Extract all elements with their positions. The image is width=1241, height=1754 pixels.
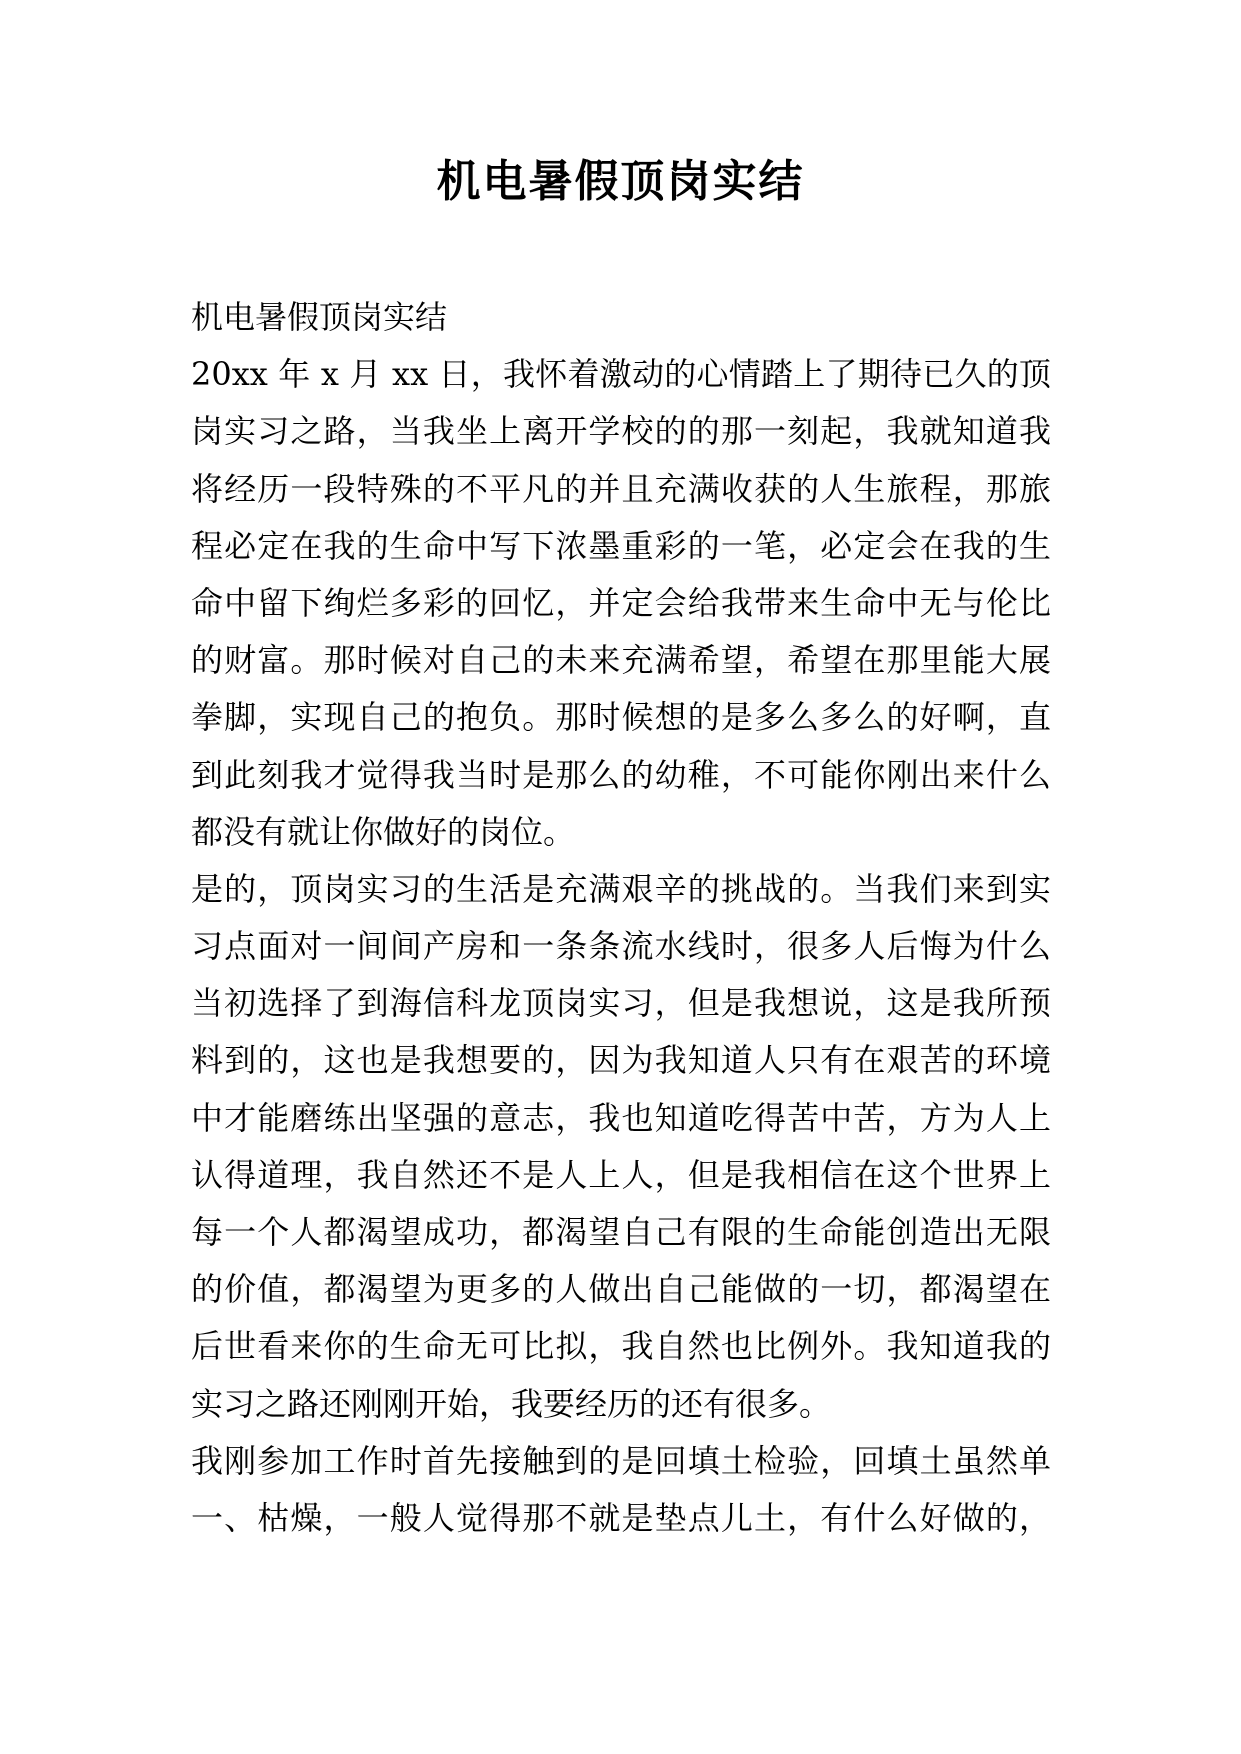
body-line: 当初选择了到海信科龙顶岗实习，但是我想说，这是我所预	[191, 984, 1051, 1023]
body-line: 中才能磨练出坚强的意志，我也知道吃得苦中苦，方为人上	[191, 1098, 1051, 1137]
body-line: 是的，顶岗实习的生活是充满艰辛的挑战的。当我们来到实	[191, 869, 1051, 908]
body-line: 的财富。那时候对自己的未来充满希望，希望在那里能大展	[191, 641, 1051, 680]
document-body	[191, 289, 1051, 1547]
body-line: 拳脚，实现自己的抱负。那时候想的是多么多么的好啊，直	[191, 698, 1051, 737]
body-line: 料到的，这也是我想要的，因为我知道人只有在艰苦的环境	[191, 1041, 1051, 1080]
body-line: 将经历一段特殊的不平凡的并且充满收获的人生旅程，那旅	[191, 469, 1051, 508]
body-line: 习点面对一间间产房和一条条流水线时，很多人后悔为什么	[191, 927, 1051, 966]
body-line: 20xx 年 x 月 xx 日，我怀着激动的心情踏上了期待已久的顶	[191, 355, 1051, 394]
body-line: 一、枯燥，一般人觉得那不就是垫点儿土，有什么好做的，	[191, 1498, 1051, 1537]
body-line: 实习之路还刚刚开始，我要经历的还有很多。	[191, 1384, 832, 1423]
body-line: 机电暑假顶岗实结	[191, 298, 448, 336]
body-line: 都没有就让你做好的岗位。	[191, 812, 576, 851]
body-line: 认得道理，我自然还不是人上人，但是我相信在这个世界上	[191, 1155, 1051, 1194]
body-line: 程必定在我的生命中写下浓墨重彩的一笔，必定会在我的生	[191, 526, 1051, 565]
body-line: 我刚参加工作时首先接触到的是回填土检验，回填土虽然单	[191, 1441, 1051, 1480]
body-line: 每一个人都渴望成功，都渴望自己有限的生命能创造出无限	[191, 1213, 1051, 1251]
document-title: 机电暑假顶岗实结	[436, 156, 805, 207]
body-line: 后世看来你的生命无可比拟，我自然也比例外。我知道我的	[191, 1327, 1051, 1366]
body-line: 命中留下绚烂多彩的回忆，并定会给我带来生命中无与伦比	[191, 583, 1051, 622]
body-line: 的价值，都渴望为更多的人做出自己能做的一切，都渴望在	[191, 1270, 1051, 1309]
body-line: 岗实习之路，当我坐上离开学校的的那一刻起，我就知道我	[191, 412, 1051, 451]
body-line: 到此刻我才觉得我当时是那么的幼稚，不可能你刚出来什么	[191, 755, 1051, 794]
